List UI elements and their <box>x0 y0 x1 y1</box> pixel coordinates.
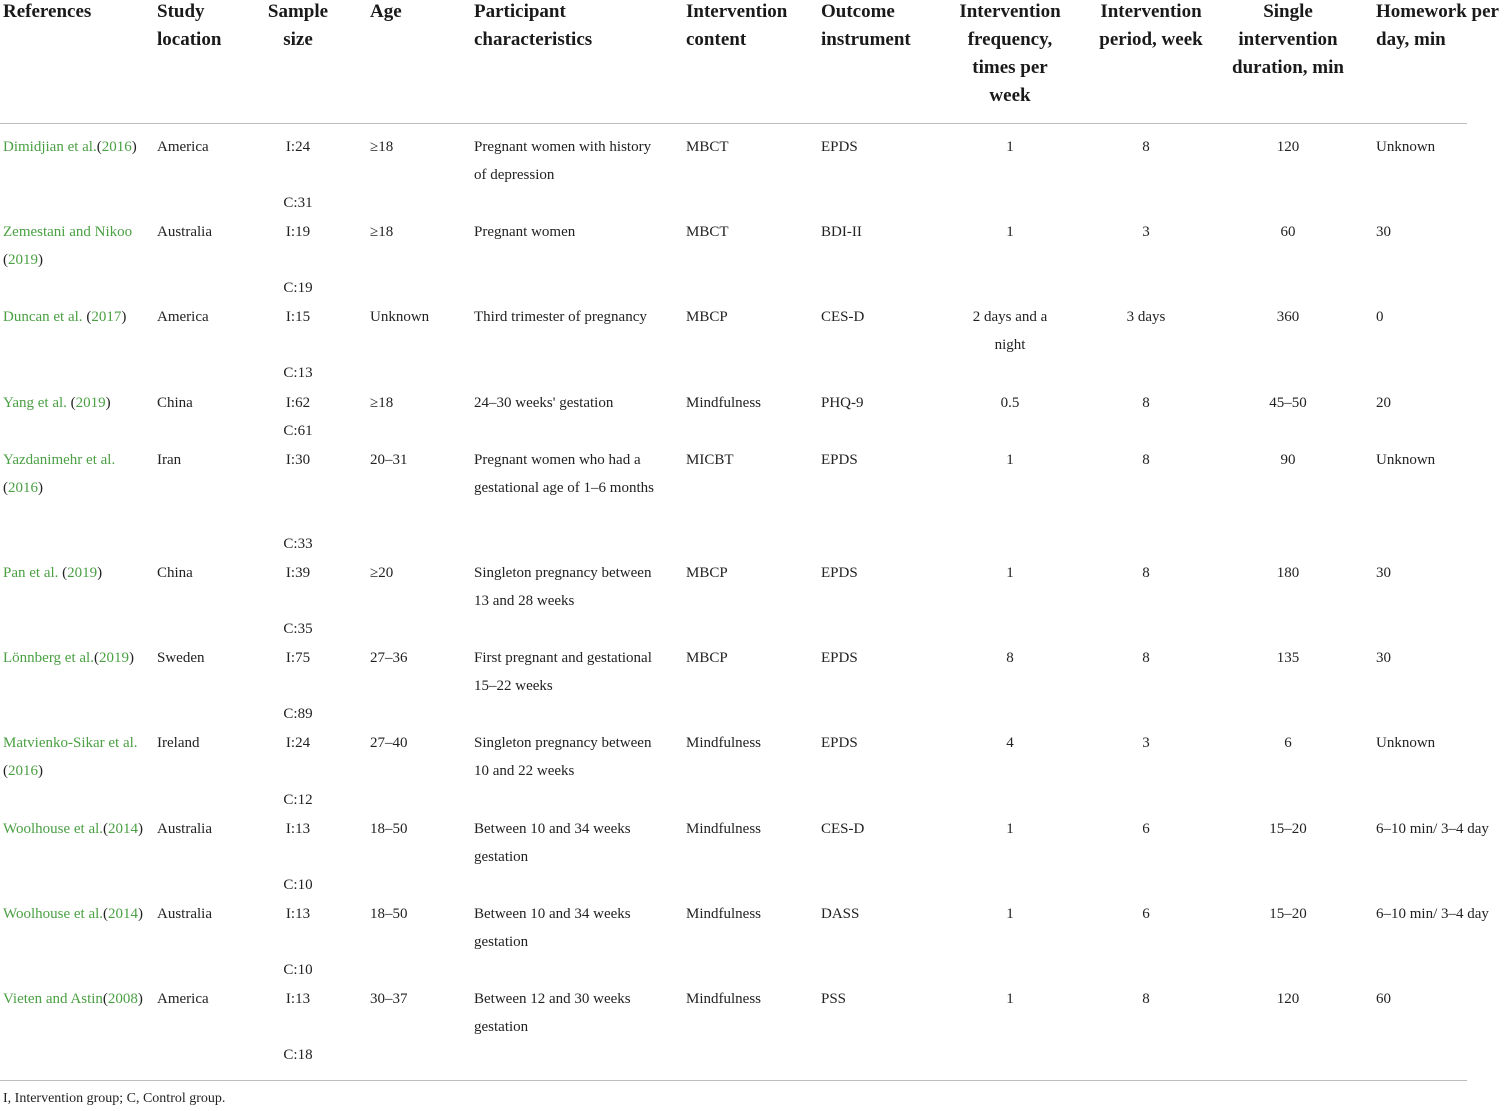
study-location-cell: Australia <box>157 906 212 922</box>
intervention-frequency-cell: 1 <box>1006 991 1014 1007</box>
reference-paren-close: ) <box>131 139 137 155</box>
sample-size-control-cell: C:35 <box>283 621 313 637</box>
study-location-cell: China <box>157 395 193 411</box>
intervention-period-cell: 8 <box>1142 565 1150 581</box>
reference-year-link[interactable]: 2008 <box>107 991 138 1007</box>
reference-paren-open: ( <box>96 139 102 155</box>
sample-size-control-cell: C:19 <box>283 280 313 296</box>
sample-size-intervention-cell: I:24 <box>285 139 311 155</box>
reference-year-link[interactable]: 2019 <box>98 650 129 666</box>
intervention-duration-cell: 360 <box>1276 309 1300 325</box>
reference-year-link[interactable]: 2019 <box>67 565 98 581</box>
reference-paren-close: ) <box>97 565 103 581</box>
reference-paren-open: ( <box>82 309 92 325</box>
column-header-study-location: Study location <box>157 1 222 50</box>
reference-authors-link[interactable]: Dimidjian et al. <box>3 139 97 155</box>
column-header-age: Age <box>370 1 402 22</box>
intervention-duration-cell: 6 <box>1284 735 1292 751</box>
sample-size-intervention-cell: I:19 <box>285 224 311 240</box>
sample-size-intervention-cell: I:15 <box>285 309 311 325</box>
homework-cell: 30 <box>1376 650 1391 666</box>
column-header-intervention-frequency: Intervention frequency, times per week <box>959 1 1061 106</box>
intervention-frequency-cell: 1 <box>1006 565 1014 581</box>
intervention-content-cell: MBCP <box>686 650 728 666</box>
reference-paren-close: ) <box>138 821 144 837</box>
sample-size-intervention-cell: I:75 <box>285 650 311 666</box>
reference-authors-link[interactable]: Matvienko-Sikar et al. <box>3 735 138 751</box>
outcome-instrument-cell: EPDS <box>821 650 858 666</box>
intervention-period-cell: 3 <box>1142 735 1150 751</box>
intervention-content-cell: MBCT <box>686 224 729 240</box>
participant-characteristics-cell: Pregnant women who had a gestational age of 1–6 months <box>474 452 654 496</box>
column-header-homework-per-day: Homework per day, min <box>1376 1 1499 50</box>
intervention-period-cell: 8 <box>1142 395 1150 411</box>
sample-size-intervention-cell: I:30 <box>285 452 311 468</box>
intervention-duration-cell: 60 <box>1280 224 1296 240</box>
intervention-content-cell: MBCP <box>686 565 728 581</box>
reference-paren-close: ) <box>121 309 127 325</box>
age-cell: ≥20 <box>370 565 394 581</box>
reference-paren-open: ( <box>3 480 8 496</box>
sample-size-intervention-cell: I:13 <box>285 821 311 837</box>
study-location-cell: America <box>157 139 209 155</box>
intervention-duration-cell: 135 <box>1276 650 1300 666</box>
age-cell: ≥18 <box>370 139 394 155</box>
sample-size-intervention-cell: I:24 <box>285 735 311 751</box>
reference-year-link[interactable]: 2016 <box>8 480 38 496</box>
study-location-cell: America <box>157 309 209 325</box>
homework-cell: 30 <box>1376 565 1391 581</box>
study-location-cell: Sweden <box>157 650 205 666</box>
age-cell: 27–36 <box>370 650 408 666</box>
intervention-period-cell: 8 <box>1142 650 1150 666</box>
reference-authors-link[interactable]: Woolhouse et al. <box>3 821 104 837</box>
participant-characteristics-cell: Between 10 and 34 weeks gestation <box>474 821 631 865</box>
outcome-instrument-cell: EPDS <box>821 735 858 751</box>
intervention-duration-cell: 45–50 <box>1269 395 1307 411</box>
reference-cell <box>3 815 153 843</box>
intervention-period-cell: 6 <box>1142 906 1150 922</box>
intervention-frequency-cell: 4 <box>1006 735 1014 751</box>
study-location-cell: Australia <box>157 224 212 240</box>
participant-characteristics-cell: First pregnant and gestational 15–22 weeks <box>474 650 652 694</box>
study-location-cell: America <box>157 991 209 1007</box>
participant-characteristics-cell: Third trimester of pregnancy <box>474 309 647 325</box>
participant-characteristics-cell: Singleton pregnancy between 13 and 28 weeks <box>474 565 652 609</box>
study-location-cell: Iran <box>157 452 182 468</box>
age-cell: ≥18 <box>370 224 394 240</box>
reference-paren-open: ( <box>102 991 108 1007</box>
intervention-period-cell: 3 days <box>1126 309 1166 325</box>
reference-paren-close: ) <box>137 991 143 1007</box>
intervention-period-cell: 3 <box>1142 224 1150 240</box>
study-location-cell: China <box>157 565 193 581</box>
column-header-outcome-instrument: Outcome instrument <box>821 1 911 50</box>
intervention-period-cell: 8 <box>1142 991 1150 1007</box>
intervention-frequency-cell: 1 <box>1006 139 1014 155</box>
reference-paren-close: ) <box>38 252 43 268</box>
intervention-period-cell: 6 <box>1142 821 1150 837</box>
homework-cell: 20 <box>1376 395 1391 411</box>
homework-cell: Unknown <box>1376 139 1436 155</box>
intervention-content-cell: Mindfulness <box>686 991 761 1007</box>
age-cell: 18–50 <box>370 906 408 922</box>
reference-paren-open: ( <box>3 763 8 779</box>
outcome-instrument-cell: BDI-II <box>821 224 862 240</box>
homework-cell: 0 <box>1376 309 1384 325</box>
reference-paren-close: ) <box>138 906 144 922</box>
reference-cell <box>3 559 153 587</box>
reference-year-link[interactable]: 2019 <box>75 395 106 411</box>
reference-cell <box>3 389 153 417</box>
reference-authors-link[interactable]: Zemestani and Nikoo <box>3 224 133 240</box>
outcome-instrument-cell: EPDS <box>821 139 858 155</box>
reference-year-link[interactable]: 2016 <box>8 763 38 779</box>
homework-cell: Unknown <box>1376 735 1436 751</box>
column-header-single-intervention-duration: Single intervention duration, min <box>1232 1 1344 78</box>
reference-paren-open: ( <box>58 565 68 581</box>
column-header-intervention-content: Intervention content <box>686 1 788 50</box>
sample-size-intervention-cell: I:13 <box>285 991 311 1007</box>
sample-size-control-cell: C:33 <box>283 536 313 552</box>
reference-paren-open: ( <box>103 821 109 837</box>
sample-size-intervention-cell: I:13 <box>285 906 311 922</box>
participant-characteristics-cell: 24–30 weeks' gestation <box>474 395 614 411</box>
participant-characteristics-cell: Pregnant women with history of depression <box>474 139 652 183</box>
intervention-content-cell: MBCP <box>686 309 728 325</box>
homework-cell: 30 <box>1376 224 1391 240</box>
participant-characteristics-cell: Singleton pregnancy between 10 and 22 weeks <box>474 735 652 779</box>
reference-cell <box>3 133 153 161</box>
age-cell: 20–31 <box>370 452 408 468</box>
intervention-period-cell: 8 <box>1142 139 1150 155</box>
reference-year-link[interactable]: 2014 <box>108 821 139 837</box>
sample-size-intervention-cell: I:62 <box>285 395 311 411</box>
study-location-cell: Ireland <box>157 735 200 751</box>
homework-cell: 6–10 min/ 3–4 day <box>1376 906 1489 922</box>
intervention-frequency-cell: 1 <box>1006 452 1014 468</box>
reference-cell <box>3 644 153 672</box>
reference-cell <box>3 985 153 1013</box>
outcome-instrument-cell: EPDS <box>821 452 858 468</box>
intervention-frequency-cell: 1 <box>1006 224 1014 240</box>
reference-paren-open: ( <box>103 906 109 922</box>
column-header-references: References <box>3 1 92 22</box>
homework-cell: 6–10 min/ 3–4 day <box>1376 821 1489 837</box>
homework-cell: Unknown <box>1376 452 1436 468</box>
outcome-instrument-cell: CES-D <box>821 821 865 837</box>
intervention-content-cell: MICBT <box>686 452 734 468</box>
age-cell: 27–40 <box>370 735 408 751</box>
intervention-period-cell: 8 <box>1142 452 1150 468</box>
intervention-duration-cell: 15–20 <box>1269 906 1307 922</box>
reference-cell <box>3 303 153 331</box>
intervention-frequency-cell: 1 <box>1006 906 1014 922</box>
age-cell: 30–37 <box>370 991 408 1007</box>
intervention-duration-cell: 180 <box>1276 565 1300 581</box>
reference-paren-close: ) <box>128 650 134 666</box>
sample-size-control-cell: C:61 <box>283 423 313 439</box>
table-footnote: I, Intervention group; C, Control group. <box>3 1091 226 1106</box>
intervention-content-cell: Mindfulness <box>686 395 761 411</box>
sample-size-control-cell: C:18 <box>283 1047 313 1063</box>
reference-paren-open: ( <box>93 650 99 666</box>
sample-size-control-cell: C:10 <box>283 877 313 893</box>
study-location-cell: Australia <box>157 821 212 837</box>
intervention-content-cell: Mindfulness <box>686 735 761 751</box>
intervention-frequency-cell: 2 days and a night <box>972 309 1048 353</box>
table-bottom-divider <box>0 1080 1467 1081</box>
sample-size-control-cell: C:31 <box>283 195 313 211</box>
participant-characteristics-cell: Between 10 and 34 weeks gestation <box>474 906 631 950</box>
reference-paren-close: ) <box>38 763 43 779</box>
sample-size-intervention-cell: I:39 <box>285 565 311 581</box>
reference-year-link[interactable]: 2017 <box>91 309 122 325</box>
reference-paren-close: ) <box>105 395 111 411</box>
outcome-instrument-cell: EPDS <box>821 565 858 581</box>
reference-year-link[interactable]: 2014 <box>108 906 139 922</box>
reference-authors-link[interactable]: Yang et al. <box>3 395 67 411</box>
reference-paren-open: ( <box>66 395 76 411</box>
intervention-frequency-cell: 1 <box>1006 821 1014 837</box>
sample-size-control-cell: C:12 <box>283 792 313 808</box>
participant-characteristics-cell: Between 12 and 30 weeks gestation <box>474 991 631 1035</box>
age-cell: 18–50 <box>370 821 408 837</box>
reference-cell <box>3 446 153 502</box>
column-header-sample-size: Sample size <box>267 1 329 50</box>
reference-authors-link[interactable]: Pan et al. <box>3 565 59 581</box>
reference-cell <box>3 729 153 785</box>
sample-size-control-cell: C:89 <box>283 706 313 722</box>
intervention-duration-cell: 120 <box>1276 991 1300 1007</box>
intervention-duration-cell: 90 <box>1280 452 1296 468</box>
sample-size-control-cell: C:10 <box>283 962 313 978</box>
reference-cell <box>3 900 153 928</box>
intervention-duration-cell: 120 <box>1276 139 1300 155</box>
intervention-frequency-cell: 8 <box>1006 650 1014 666</box>
reference-year-link[interactable]: 2016 <box>101 139 132 155</box>
reference-authors-link[interactable]: Lönnberg et al. <box>3 650 94 666</box>
outcome-instrument-cell: PHQ-9 <box>821 395 864 411</box>
sample-size-control-cell: C:13 <box>283 365 313 381</box>
reference-authors-link[interactable]: Woolhouse et al. <box>3 906 104 922</box>
reference-paren-open: ( <box>3 252 8 268</box>
participant-characteristics-cell: Pregnant women <box>474 224 576 240</box>
reference-cell <box>3 218 153 274</box>
homework-cell: 60 <box>1376 991 1391 1007</box>
age-cell: Unknown <box>370 309 430 325</box>
reference-year-link[interactable]: 2019 <box>8 252 38 268</box>
reference-authors-link[interactable]: Duncan et al. <box>3 309 83 325</box>
intervention-content-cell: MBCT <box>686 139 729 155</box>
intervention-content-cell: Mindfulness <box>686 906 761 922</box>
outcome-instrument-cell: CES-D <box>821 309 865 325</box>
outcome-instrument-cell: PSS <box>821 991 847 1007</box>
header-divider <box>0 123 1467 124</box>
intervention-frequency-cell: 0.5 <box>1000 395 1020 411</box>
column-header-intervention-period: Intervention period, week <box>1099 1 1203 50</box>
reference-authors-link[interactable]: Yazdanimehr et al. <box>3 452 116 468</box>
reference-paren-close: ) <box>38 480 43 496</box>
intervention-duration-cell: 15–20 <box>1269 821 1307 837</box>
intervention-content-cell: Mindfulness <box>686 821 761 837</box>
outcome-instrument-cell: DASS <box>821 906 860 922</box>
column-header-participant-characteristics: Participant characteristics <box>474 1 593 50</box>
age-cell: ≥18 <box>370 395 394 411</box>
reference-authors-link[interactable]: Vieten and Astin <box>3 991 103 1007</box>
